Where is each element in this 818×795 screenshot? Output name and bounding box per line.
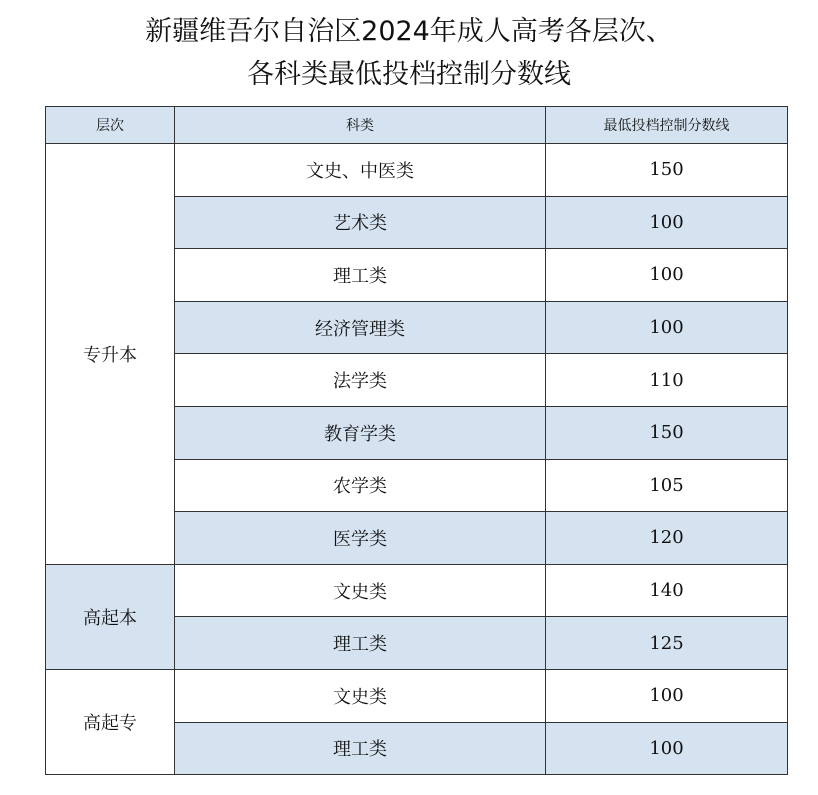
header-category: 科类 bbox=[175, 107, 546, 144]
level-cell-gaoqizhuan: 高起专 bbox=[46, 669, 175, 774]
category-cell: 文史、中医类 bbox=[175, 144, 546, 197]
category-cell: 文史类 bbox=[175, 669, 546, 722]
score-cell: 120 bbox=[546, 512, 788, 565]
score-cell: 100 bbox=[546, 669, 788, 722]
table-row bbox=[46, 669, 788, 722]
category-cell: 农学类 bbox=[175, 459, 546, 512]
category-cell: 理工类 bbox=[175, 722, 546, 775]
level-cell-gaoqiben: 高起本 bbox=[46, 564, 175, 669]
header-level: 层次 bbox=[46, 107, 175, 144]
score-table bbox=[45, 106, 788, 775]
score-cell: 100 bbox=[546, 249, 788, 302]
category-cell: 经济管理类 bbox=[175, 301, 546, 354]
score-cell: 140 bbox=[546, 564, 788, 617]
category-cell: 理工类 bbox=[175, 617, 546, 670]
page-title-line-2: 各科类最低投档控制分数线 bbox=[247, 59, 571, 90]
level-cell-zhuanshengben: 专升本 bbox=[46, 144, 175, 565]
score-cell: 100 bbox=[546, 196, 788, 249]
header-score: 最低投档控制分数线 bbox=[546, 107, 788, 144]
page-title-line-1: 新疆维吾尔自治区2024年成人高考各层次、 bbox=[145, 16, 673, 47]
category-cell: 法学类 bbox=[175, 354, 546, 407]
score-cell: 150 bbox=[546, 144, 788, 197]
score-cell: 100 bbox=[546, 722, 788, 775]
category-cell: 教育学类 bbox=[175, 406, 546, 459]
category-cell: 理工类 bbox=[175, 249, 546, 302]
table-row bbox=[46, 144, 788, 197]
table-header-row bbox=[46, 107, 788, 144]
category-cell: 医学类 bbox=[175, 512, 546, 565]
table-row bbox=[46, 564, 788, 617]
score-cell: 105 bbox=[546, 459, 788, 512]
score-cell: 110 bbox=[546, 354, 788, 407]
score-cell: 150 bbox=[546, 406, 788, 459]
score-cell: 100 bbox=[546, 301, 788, 354]
category-cell: 艺术类 bbox=[175, 196, 546, 249]
category-cell: 文史类 bbox=[175, 564, 546, 617]
score-cell: 125 bbox=[546, 617, 788, 670]
